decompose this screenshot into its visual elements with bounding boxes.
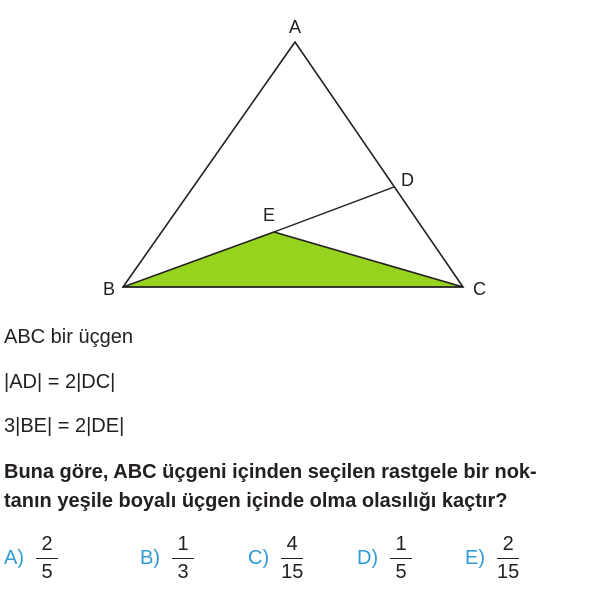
option-e-numerator: 2 [497, 533, 519, 559]
question-text [4, 458, 592, 516]
label-point-b: B [103, 279, 116, 299]
option-e[interactable] [465, 532, 519, 584]
label-point-c: C [473, 279, 486, 299]
given-line-1: ABC bir üçgen [4, 326, 133, 348]
option-a-denominator: 5 [41, 560, 53, 583]
option-b-denominator: 3 [177, 560, 189, 583]
shaded-triangle-bec [123, 232, 463, 287]
option-e-fraction [497, 533, 519, 584]
option-d-fraction [390, 533, 412, 584]
option-c-letter: C) [248, 546, 270, 569]
label-point-e: E [263, 205, 276, 225]
given-line-2: |AD| = 2|DC| [4, 371, 116, 393]
option-d-numerator: 1 [390, 533, 412, 559]
option-b-numerator: 1 [172, 533, 194, 559]
option-b-fraction [172, 533, 194, 584]
option-c-numerator: 4 [281, 533, 303, 559]
option-a-fraction [36, 533, 58, 584]
label-point-a: A [289, 17, 302, 37]
question-line-2: tanın yeşile boyalı üçgen içinde olma olasılığı kaçtır? [4, 490, 508, 512]
option-c-denominator: 15 [281, 560, 304, 583]
option-a-numerator: 2 [36, 533, 58, 559]
option-a-letter: A) [4, 546, 24, 569]
label-point-d: D [401, 170, 414, 190]
option-a[interactable] [4, 532, 58, 584]
option-b[interactable] [140, 532, 194, 584]
given-line-3: 3|BE| = 2|DE| [4, 415, 125, 437]
option-e-denominator: 15 [497, 560, 520, 583]
option-b-letter: B) [140, 546, 160, 569]
option-d-letter: D) [357, 546, 379, 569]
option-d-denominator: 5 [395, 560, 407, 583]
option-d[interactable] [357, 532, 412, 584]
option-c-fraction [281, 533, 303, 584]
question-line-1: Buna göre, ABC üçgeni içinden seçilen rastgele bir nok- [4, 461, 537, 483]
option-c[interactable] [248, 532, 303, 584]
segment-ed [274, 187, 394, 232]
option-e-letter: E) [465, 546, 485, 569]
